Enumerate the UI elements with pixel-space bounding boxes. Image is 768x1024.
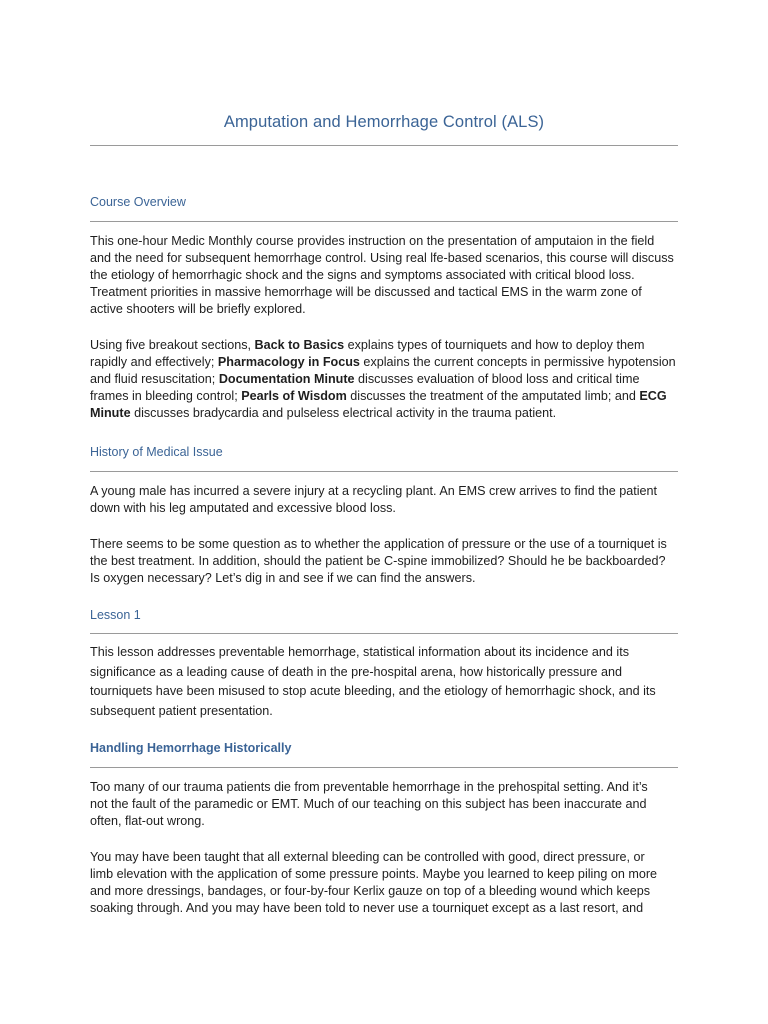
title-divider [90, 145, 678, 146]
text-line: limb elevation with the application of some pressure points. Maybe you learned to keep piling on more [90, 867, 658, 881]
text-line: soaking through. And you may have been told to never use a tourniquet except as a last resort, and [90, 901, 644, 915]
section-divider [90, 221, 678, 222]
course-overview-paragraph-2 [90, 337, 680, 422]
text-run: Using five breakout sections, [90, 338, 255, 352]
handling-paragraph-1 [90, 779, 680, 830]
pharmacology-in-focus-label: Pharmacology in Focus [217, 355, 360, 369]
pearls-of-wisdom-label: Pearls of Wisdom [241, 389, 347, 403]
text-run: discusses bradycardia and pulseless electrical activity in the trauma patient. [130, 406, 557, 420]
text-line: Is oxygen necessary? Let’s dig in and see if we can find the answers. [90, 571, 476, 585]
text-line [90, 405, 680, 422]
document-title: Amputation and Hemorrhage Control (ALS) [223, 113, 545, 131]
handling-paragraph-2 [90, 849, 680, 917]
section-heading-course-overview: Course Overview [90, 195, 186, 209]
section-heading-handling-hemorrhage: Handling Hemorrhage Historically [90, 741, 292, 755]
history-paragraph-2 [90, 536, 680, 587]
history-paragraph-1 [90, 483, 680, 517]
section-divider [90, 471, 678, 472]
text-line: tourniquets have been misused to stop acute bleeding, and the etiology of hemorrhagic shock, and its [90, 684, 656, 698]
lesson-1-paragraph [90, 643, 680, 721]
text-line: Too many of our trauma patients die from preventable hemorrhage in the prehospital setting. And it’s [90, 780, 648, 794]
text-line: Treatment priorities in massive hemorrhage will be discussed and tactical EMS in the warm zone of [90, 285, 642, 299]
text-line: down with his leg amputated and excessive blood loss. [90, 501, 396, 515]
text-line: You may have been taught that all external bleeding can be controlled with good, direct pressure, or [90, 850, 645, 864]
text-line: the best treatment. In addition, should the patient be C-spine immobilized? Should he be backboarded? [90, 554, 666, 568]
section-divider [90, 633, 678, 634]
text-line: A young male has incurred a severe injury at a recycling plant. An EMS crew arrives to find the patient [90, 484, 658, 498]
minute-label: Minute [90, 406, 131, 420]
text-line: and more dressings, bandages, or four-by-four Kerlix gauze on top of a bleeding wound which keeps [90, 884, 651, 898]
text-line: the etiology of hemorrhagic shock and the signs and symptoms associated with critical blood loss. [90, 268, 635, 282]
text-line: and the need for subsequent hemorrhage control. Using real lfe-based scenarios, this course will discuss [90, 251, 674, 265]
text-run: frames in bleeding control; [90, 389, 242, 403]
text-line: This one-hour Medic Monthly course provides instruction on the presentation of amputaion in the field [90, 234, 655, 248]
text-run: discusses evaluation of blood loss and critical time [354, 372, 640, 386]
text-run: discusses the treatment of the amputated limb; and [346, 389, 640, 403]
section-heading-lesson-1: Lesson 1 [90, 608, 141, 622]
text-run: rapidly and effectively; [90, 355, 218, 369]
section-divider [90, 767, 678, 768]
back-to-basics-label: Back to Basics [254, 338, 345, 352]
course-overview-paragraph-1 [90, 233, 680, 318]
text-line [90, 371, 680, 388]
text-line [90, 388, 680, 405]
documentation-minute-label: Documentation Minute [218, 372, 355, 386]
text-line [90, 354, 680, 371]
text-line: active shooters will be briefly explored. [90, 302, 306, 316]
text-line: There seems to be some question as to whether the application of pressure or the use of a tourniquet is [90, 537, 667, 551]
text-line: not the fault of the paramedic or EMT. Much of our teaching on this subject has been inaccurate and [90, 797, 647, 811]
section-heading-history: History of Medical Issue [90, 445, 223, 459]
text-line: significance as a leading cause of death in the pre-hospital arena, how historically pressure and [90, 664, 623, 679]
text-line [90, 337, 680, 354]
text-line: often, flat-out wrong. [90, 814, 205, 828]
text-run: explains types of tourniquets and how to deploy them [344, 338, 645, 352]
text-run: explains the current concepts in permissive hypotension [359, 355, 676, 369]
text-run: and fluid resuscitation; [90, 372, 219, 386]
ecg-label: ECG [639, 389, 667, 403]
text-line: subsequent patient presentation. [90, 703, 273, 718]
text-line: This lesson addresses preventable hemorrhage, statistical information about its incidence and its [90, 645, 630, 659]
